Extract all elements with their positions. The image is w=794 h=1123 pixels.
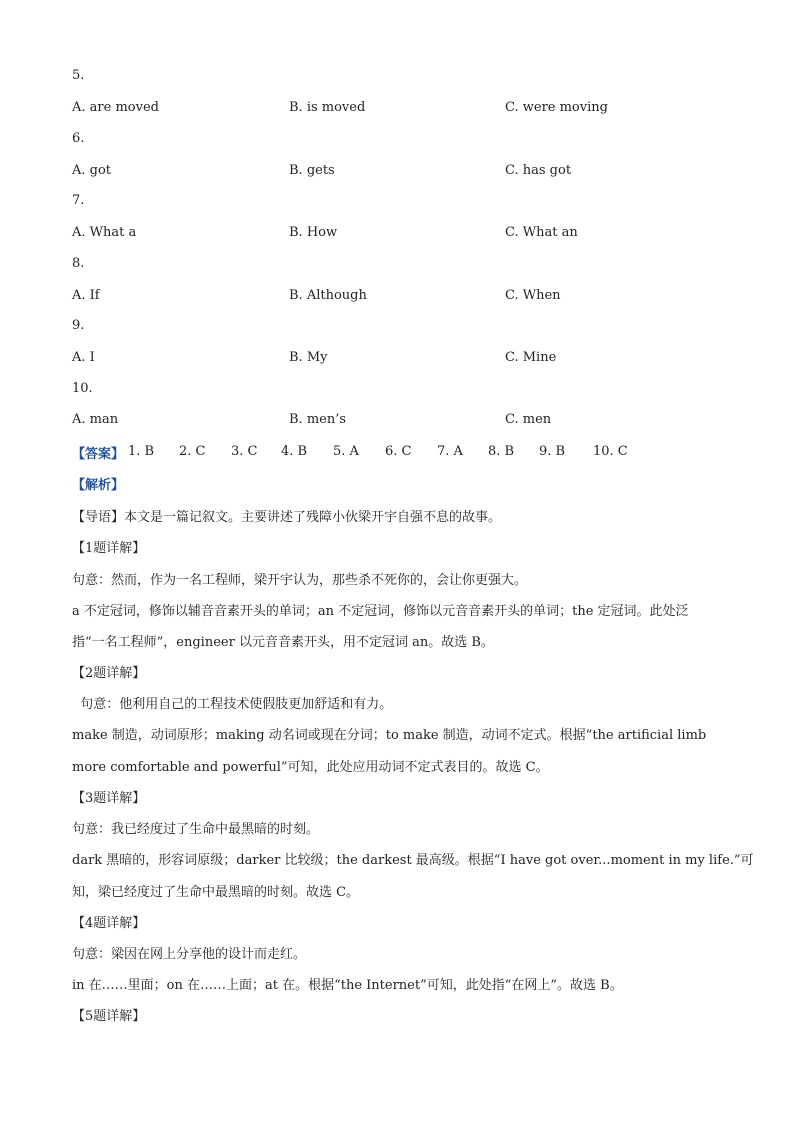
option-b: B. gets	[289, 163, 335, 178]
option-c: C. Mine	[505, 350, 557, 365]
section-text: a 不定冠词，修饰以辅音音素开头的单词；an 不定冠词，修饰以元音音素开头的单词；the 定冠词。此处泛	[72, 604, 689, 619]
section-title: 【3题详解】	[72, 791, 146, 806]
option-a: A. are moved	[72, 100, 159, 115]
section-text: 指“一名工程师”，engineer 以元音音素开头，用不定冠词 an。故选 B。	[72, 635, 494, 650]
option-a: A. What a	[72, 225, 137, 240]
section-text: 句意：我已经度过了生命中最黑暗的时刻。	[72, 822, 320, 837]
answer-item: 9. B	[539, 444, 566, 459]
answer-label: 【答案】	[72, 447, 125, 462]
option-c: C. were moving	[505, 100, 608, 115]
answer-item: 8. B	[488, 444, 515, 459]
section-title: 【2题详解】	[72, 666, 146, 681]
option-a: A. If	[72, 288, 100, 303]
option-b: B. men’s	[289, 412, 347, 427]
section-text: dark 黑暗的，形容词原级；darker 比较级；the darkest 最高级。根据“I have got over...moment in my life.”可	[72, 853, 754, 868]
section-text: 句意：梁因在网上分享他的设计而走红。	[72, 947, 307, 962]
answer-item: 10. C	[593, 444, 628, 459]
section-text: 知，梁已经度过了生命中最黑暗的时刻。故选 C。	[72, 885, 360, 900]
option-c: C. has got	[505, 163, 572, 178]
section-text: more comfortable and powerful”可知，此处应用动词不定式表目的。故选 C。	[72, 760, 549, 775]
section-title: 【4题详解】	[72, 916, 146, 931]
section-text: in 在……里面；on 在……上面；at 在。根据“the Internet”可知，此处指“在网上”。故选 B。	[72, 978, 623, 993]
section-text: 句意：然而，作为一名工程师，梁开宇认为，那些杀不死你的，会让你更强大。	[72, 573, 528, 588]
answer-item: 1. B	[128, 444, 155, 459]
section-title: 【5题详解】	[72, 1009, 146, 1024]
analysis-label: 【解析】	[72, 478, 125, 493]
answer-item: 2. C	[179, 444, 206, 459]
section-text: 句意：他利用自己的工程技术使假肢更加舒适和有力。	[72, 697, 393, 712]
option-a: A. got	[72, 163, 112, 178]
question-number: 10.	[72, 381, 93, 396]
question-number: 5.	[72, 68, 85, 83]
option-b: B. is moved	[289, 100, 366, 115]
answer-item: 4. B	[281, 444, 308, 459]
option-c: C. men	[505, 412, 552, 427]
section-text: make 制造，动词原形；making 动名词或现在分词；to make 制造，动词不定式。根据“the artificial limb	[72, 728, 707, 743]
option-c: C. When	[505, 288, 561, 303]
answer-item: 5. A	[333, 444, 359, 459]
question-number: 9.	[72, 318, 85, 333]
answer-item: 3. C	[231, 444, 258, 459]
guide-text: 【导语】本文是一篇记叙文。主要讲述了残障小伙梁开宇自强不息的故事。	[72, 510, 502, 525]
option-c: C. What an	[505, 225, 578, 240]
question-number: 6.	[72, 131, 85, 146]
option-a: A. man	[72, 412, 119, 427]
question-number: 7.	[72, 193, 85, 208]
option-a: A. I	[72, 350, 95, 365]
answer-item: 7. A	[437, 444, 463, 459]
option-b: B. How	[289, 225, 338, 240]
section-title: 【1题详解】	[72, 541, 146, 556]
question-number: 8.	[72, 256, 85, 271]
answer-item: 6. C	[385, 444, 412, 459]
option-b: B. Although	[289, 288, 367, 303]
option-b: B. My	[289, 350, 328, 365]
